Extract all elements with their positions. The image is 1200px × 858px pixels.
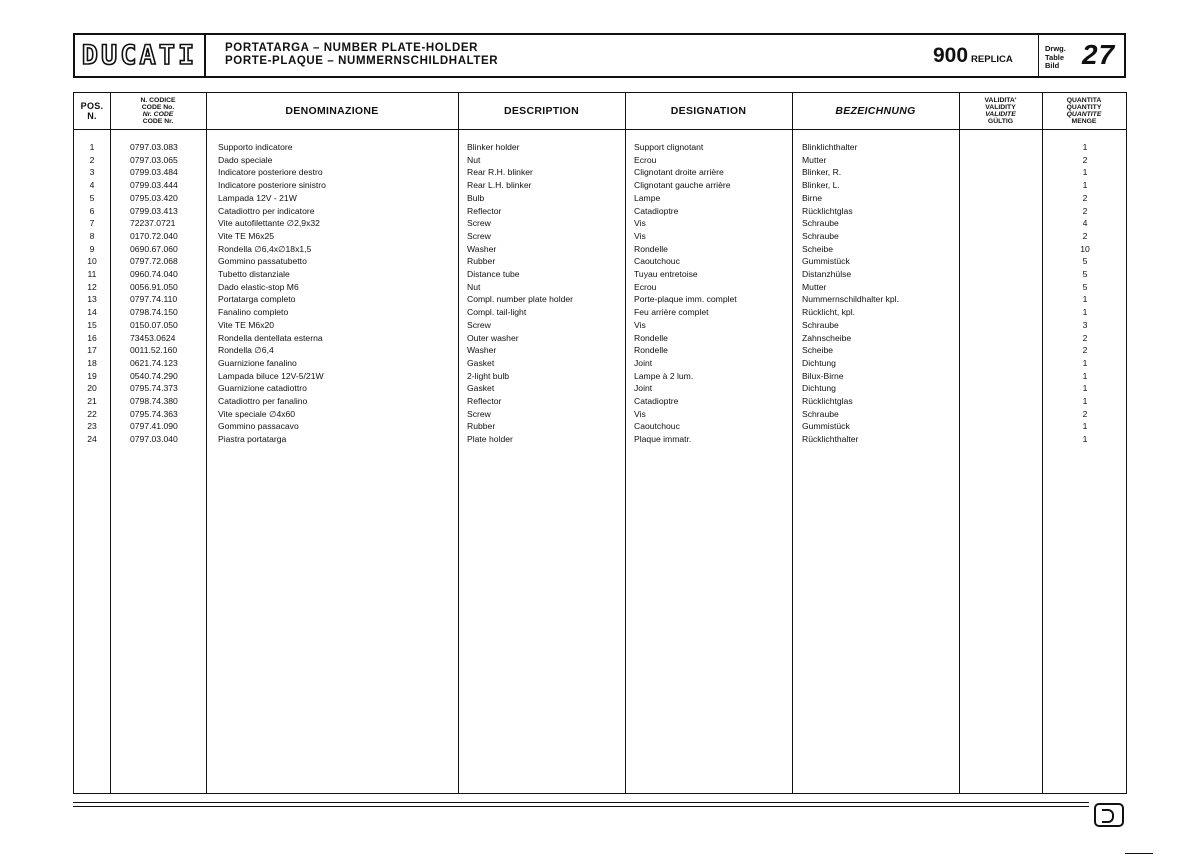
- table-row: [74, 306, 1126, 319]
- cell-pos: 24: [87, 434, 97, 445]
- cell-fr: Plaque immatr.: [634, 434, 692, 445]
- cell-qty: 5: [1082, 256, 1088, 267]
- cell-fr: Lampe: [634, 192, 661, 203]
- cell-en: Rear L.H. blinker: [467, 180, 532, 191]
- title-line-2: PORTE-PLAQUE – NUMMERNSCHILDHALTER: [225, 55, 499, 67]
- cell-pos: 13: [87, 294, 97, 305]
- cell-qty: 2: [1082, 345, 1088, 356]
- cell-qty: 5: [1082, 281, 1088, 292]
- table-row: [74, 433, 1126, 446]
- cell-de: Schraube: [802, 319, 839, 330]
- table-row: [74, 166, 1126, 179]
- cell-qty: 2: [1082, 230, 1088, 241]
- cell-de: Scheibe: [802, 345, 834, 356]
- cell-en: Nut: [467, 154, 481, 165]
- cell-qty: 1: [1082, 357, 1088, 368]
- table-row: [74, 217, 1126, 230]
- cell-it: Piastra portatarga: [218, 434, 287, 445]
- cell-pos: 21: [87, 396, 97, 406]
- cell-de: Dichtung: [802, 357, 836, 368]
- cell-en: Reflector: [467, 396, 502, 406]
- cell-code: 0795.74.363: [130, 408, 178, 419]
- cell-en: Plate holder: [467, 434, 513, 445]
- cell-it: Vite autofilettante ∅2,9x32: [218, 218, 320, 229]
- table-row: [74, 205, 1126, 218]
- cell-it: Vite TE M6x25: [218, 230, 275, 241]
- cell-qty: 2: [1082, 408, 1088, 419]
- cell-pos: 5: [89, 192, 95, 203]
- title-line-1: PORTATARGA – NUMBER PLATE-HOLDER: [225, 42, 479, 54]
- cell-en: Bulb: [467, 192, 485, 203]
- cell-de: Schraube: [802, 230, 839, 241]
- table-label: Table: [1045, 52, 1065, 62]
- cell-pos: 14: [87, 307, 97, 318]
- cell-pos: 23: [87, 421, 97, 432]
- header-description: DESCRIPTION: [503, 105, 580, 117]
- table-row: [74, 382, 1126, 395]
- cell-fr: Catadioptre: [634, 205, 679, 216]
- header-code: N. CODICE CODE No. Nr. CODE CODE Nr.: [140, 97, 176, 125]
- cell-it: Gommino passacavo: [218, 421, 299, 432]
- cell-it: Rondella ∅6,4: [218, 345, 274, 356]
- cell-it: Rondella dentellata esterna: [218, 332, 323, 343]
- brand-mark-icon: [1094, 803, 1124, 827]
- cell-fr: Rondelle: [634, 243, 668, 254]
- cell-code: 0150.07.050: [130, 319, 178, 330]
- cell-de: Rücklichthalter: [802, 434, 859, 445]
- table-row: [74, 357, 1126, 370]
- table-row: [74, 141, 1126, 154]
- cell-de: Blinker, L.: [802, 180, 840, 191]
- cell-code: 0799.03.484: [130, 167, 178, 178]
- cell-fr: Support clignotant: [634, 142, 704, 152]
- cell-de: Gummistück: [802, 256, 850, 267]
- cell-de: Birne: [802, 192, 823, 203]
- cell-pos: 22: [87, 408, 97, 419]
- cell-de: Zahnscheibe: [802, 332, 852, 343]
- cell-pos: 9: [89, 243, 95, 254]
- cell-pos: 11: [87, 269, 97, 279]
- cell-it: Vite TE M6x20: [218, 319, 275, 330]
- table-row: [74, 281, 1126, 294]
- cell-fr: Joint: [634, 383, 653, 394]
- cell-en: 2-light bulb: [467, 370, 510, 381]
- cell-qty: 1: [1082, 180, 1088, 191]
- cell-pos: 3: [89, 167, 95, 178]
- cell-it: Supporto indicatore: [218, 142, 293, 152]
- table-row: [74, 395, 1126, 408]
- cell-en: Washer: [467, 243, 497, 254]
- page-title: [225, 42, 498, 68]
- model-suffix: REPLICA: [971, 54, 1013, 65]
- cell-en: Reflector: [467, 205, 502, 216]
- table-row: [74, 408, 1126, 421]
- header-rule: [74, 129, 1126, 130]
- cell-qty: 4: [1082, 218, 1088, 229]
- cell-en: Rubber: [467, 256, 496, 267]
- cell-it: Vite speciale ∅4x60: [218, 408, 296, 419]
- cell-pos: 20: [87, 383, 97, 394]
- cell-pos: 16: [87, 332, 97, 343]
- bild-label: Bild: [1045, 61, 1060, 70]
- cell-qty: 1: [1082, 142, 1088, 152]
- cell-de: Rücklichtglas: [802, 205, 853, 216]
- cell-de: Distanzhülse: [802, 269, 852, 279]
- model-number: 900: [933, 44, 969, 67]
- drawing-number: 27: [1082, 39, 1116, 70]
- table-row: [74, 319, 1126, 332]
- cell-code: 0170.72.040: [130, 230, 178, 241]
- header-bezeichnung: BEZEICHNUNG: [835, 105, 916, 117]
- header-validita: VALIDITA' VALIDITY VALIDITE GÜLTIG: [984, 97, 1017, 125]
- table-row: [74, 370, 1126, 383]
- footer-rule: [73, 802, 1089, 803]
- cell-pos: 8: [89, 230, 95, 241]
- cell-de: Mutter: [802, 281, 827, 292]
- cell-fr: Caoutchouc: [634, 256, 680, 267]
- cell-qty: 1: [1082, 307, 1088, 318]
- cell-it: Tubetto distanziale: [218, 269, 290, 279]
- cell-qty: 5: [1082, 269, 1088, 279]
- cell-it: Guarnizione catadiottro: [218, 383, 307, 394]
- cell-fr: Catadioptre: [634, 396, 679, 406]
- cell-de: Mutter: [802, 154, 827, 165]
- cell-code: 73453.0624: [130, 332, 176, 343]
- cell-code: 0799.03.413: [130, 205, 178, 216]
- cell-fr: Vis: [634, 319, 646, 330]
- cell-en: Rubber: [467, 421, 496, 432]
- cell-it: Catadiottro per fanalino: [218, 396, 308, 406]
- table-row: [74, 255, 1126, 268]
- brand-logo: DUCATI: [81, 40, 198, 71]
- cell-it: Rondella ∅6,4x∅18x1,5: [218, 243, 312, 254]
- table-row: [74, 243, 1126, 256]
- cell-pos: 1: [89, 142, 95, 152]
- cell-code: 0797.03.083: [130, 142, 178, 152]
- cell-qty: 2: [1082, 192, 1088, 203]
- cell-en: Distance tube: [467, 269, 520, 279]
- cell-fr: Ecrou: [634, 281, 657, 292]
- cell-pos: 19: [87, 370, 97, 381]
- table-row: [74, 293, 1126, 306]
- cell-fr: Clignotant gauche arrière: [634, 180, 731, 191]
- cell-fr: Ecrou: [634, 154, 657, 165]
- cell-code: 0621.74.123: [130, 357, 178, 368]
- cell-en: Gasket: [467, 357, 495, 368]
- document-header: [73, 33, 1126, 78]
- cell-fr: Rondelle: [634, 345, 668, 356]
- cell-qty: 1: [1082, 396, 1088, 406]
- cell-en: Nut: [467, 281, 481, 292]
- cell-qty: 2: [1082, 332, 1088, 343]
- cell-pos: 15: [87, 319, 97, 330]
- cell-qty: 1: [1082, 421, 1088, 432]
- cell-code: 0797.03.040: [130, 434, 178, 445]
- cell-it: Lampada 12V - 21W: [218, 192, 297, 203]
- cell-de: Gummistück: [802, 421, 850, 432]
- corner-mark: [1125, 853, 1153, 854]
- cell-qty: 2: [1082, 154, 1088, 165]
- cell-fr: Vis: [634, 408, 646, 419]
- cell-qty: 1: [1082, 370, 1088, 381]
- cell-en: Screw: [467, 230, 491, 241]
- cell-fr: Vis: [634, 230, 646, 241]
- cell-fr: Porte-plaque imm. complet: [634, 294, 737, 305]
- cell-fr: Tuyau entretoise: [634, 269, 698, 279]
- cell-en: Screw: [467, 408, 491, 419]
- cell-fr: Lampe à 2 lum.: [634, 370, 694, 381]
- cell-en: Outer washer: [467, 332, 519, 343]
- cell-code: 0798.74.380: [130, 396, 178, 406]
- header-designation: DESIGNATION: [670, 105, 747, 117]
- cell-code: 72237.0721: [130, 218, 176, 229]
- cell-qty: 1: [1082, 294, 1088, 305]
- cell-pos: 7: [89, 218, 95, 229]
- cell-fr: Vis: [634, 218, 646, 229]
- cell-qty: 1: [1082, 167, 1088, 178]
- header-denominazione: DENOMINAZIONE: [285, 105, 379, 117]
- cell-pos: 10: [87, 256, 97, 267]
- table-row: [74, 154, 1126, 167]
- cell-en: Screw: [467, 218, 491, 229]
- cell-pos: 18: [87, 357, 97, 368]
- cell-pos: 12: [87, 281, 97, 292]
- cell-en: Gasket: [467, 383, 495, 394]
- cell-it: Lampada biluce 12V-5/21W: [218, 370, 324, 381]
- cell-de: Bilux-Birne: [802, 370, 844, 381]
- cell-it: Indicatore posteriore destro: [218, 167, 323, 178]
- cell-code: 0960.74.040: [130, 269, 178, 279]
- cell-qty: 3: [1082, 319, 1088, 330]
- cell-it: Dado speciale: [218, 154, 273, 165]
- footer-rule: [73, 806, 1089, 807]
- cell-de: Blinklichthalter: [802, 142, 858, 152]
- cell-de: Scheibe: [802, 243, 834, 254]
- cell-code: 0690.67.060: [130, 243, 178, 254]
- cell-fr: Rondelle: [634, 332, 668, 343]
- drawing-labels: [1045, 45, 1066, 71]
- cell-it: Gommino passatubetto: [218, 256, 307, 267]
- cell-pos: 6: [89, 205, 95, 216]
- cell-de: Dichtung: [802, 383, 836, 394]
- cell-de: Blinker, R.: [802, 167, 842, 178]
- cell-en: Washer: [467, 345, 497, 356]
- cell-code: 0797.03.065: [130, 154, 178, 165]
- cell-pos: 4: [89, 180, 95, 191]
- cell-pos: 2: [89, 154, 95, 165]
- cell-de: Schraube: [802, 408, 839, 419]
- cell-it: Guarnizione fanalino: [218, 357, 297, 368]
- cell-fr: Joint: [634, 357, 653, 368]
- cell-code: 0540.74.290: [130, 370, 178, 381]
- cell-de: Rücklicht, kpl.: [802, 307, 856, 318]
- cell-code: 0795.74.373: [130, 383, 178, 394]
- brand-logo-box: [75, 35, 206, 76]
- table-row: [74, 344, 1126, 357]
- cell-it: Indicatore posteriore sinistro: [218, 180, 326, 191]
- cell-pos: 17: [87, 345, 97, 356]
- cell-code: 0797.74.110: [130, 294, 178, 305]
- table-row: [74, 268, 1126, 281]
- model-label: [933, 44, 1013, 68]
- table-row: [74, 192, 1126, 205]
- header-pos: POS. N.: [80, 101, 104, 121]
- header-quantita: QUANTITA QUANTITY QUANTITE MENGE: [1066, 97, 1102, 125]
- drwg-label: Drwg.: [1045, 44, 1066, 53]
- cell-en: Compl. tail-light: [467, 307, 527, 318]
- cell-de: Schraube: [802, 218, 839, 229]
- cell-fr: Feu arrière complet: [634, 307, 709, 318]
- cell-code: 0056.91.050: [130, 281, 178, 292]
- cell-code: 0798.74.150: [130, 307, 178, 318]
- table-row: [74, 230, 1126, 243]
- cell-en: Screw: [467, 319, 491, 330]
- cell-it: Portatarga completo: [218, 294, 296, 305]
- drawing-divider: [1038, 35, 1040, 76]
- table-row: [74, 179, 1126, 192]
- cell-qty: 1: [1082, 383, 1088, 394]
- cell-qty: 1: [1082, 434, 1088, 445]
- cell-de: Rücklichtglas: [802, 396, 853, 406]
- cell-de: Nummernschildhalter kpl.: [802, 294, 899, 305]
- cell-fr: Caoutchouc: [634, 421, 680, 432]
- cell-en: Rear R.H. blinker: [467, 167, 533, 178]
- cell-qty: 10: [1080, 243, 1090, 254]
- table-row: [74, 332, 1126, 345]
- cell-code: 0797.41.090: [130, 421, 178, 432]
- cell-en: Blinker holder: [467, 142, 520, 152]
- cell-it: Fanalino completo: [218, 307, 289, 318]
- cell-code: 0799.03.444: [130, 180, 178, 191]
- cell-code: 0011.52.160: [130, 345, 178, 356]
- cell-code: 0797.72.068: [130, 256, 178, 267]
- cell-code: 0795.03.420: [130, 192, 178, 203]
- cell-qty: 2: [1082, 205, 1088, 216]
- parts-table: [73, 92, 1127, 794]
- cell-fr: Clignotant droite arrière: [634, 167, 724, 178]
- cell-en: Compl. number plate holder: [467, 294, 574, 305]
- table-row: [74, 420, 1126, 433]
- cell-it: Dado elastic-stop M6: [218, 281, 299, 292]
- cell-it: Catadiottro per indicatore: [218, 205, 315, 216]
